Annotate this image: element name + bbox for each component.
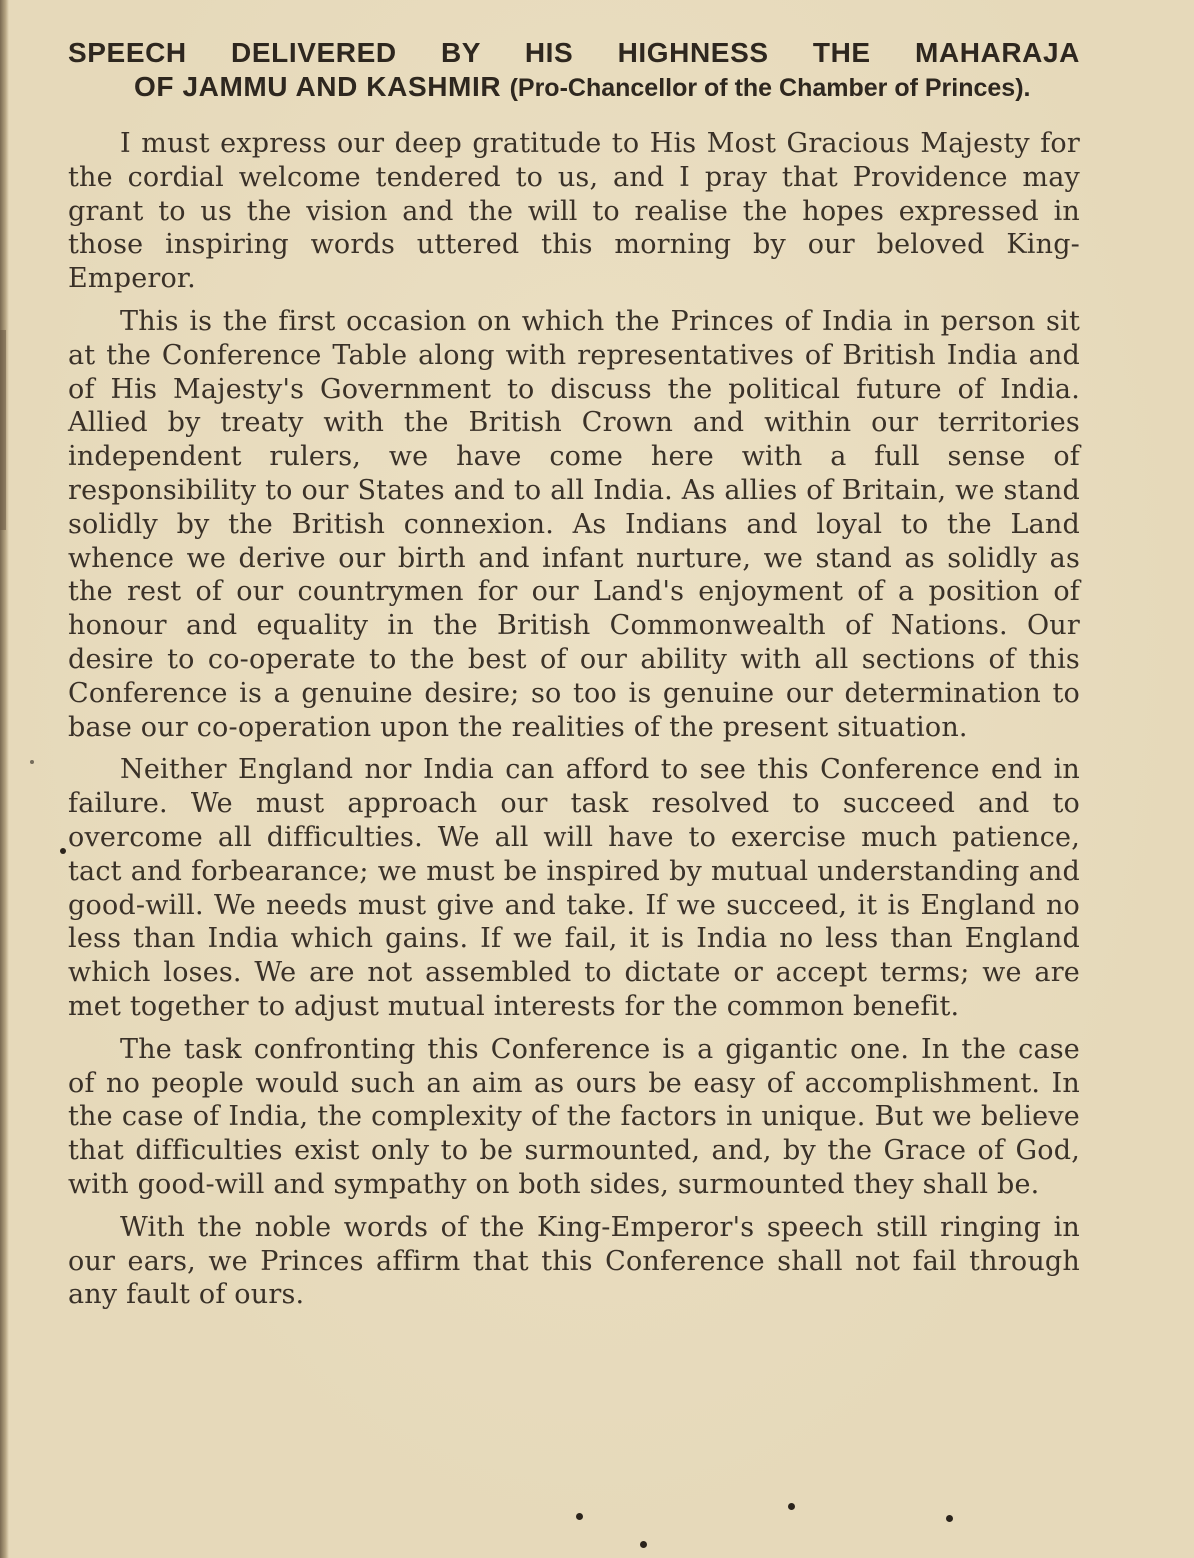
ornament-dot <box>576 1513 583 1520</box>
ornament-dot <box>946 1515 953 1522</box>
paragraph-closing: With the noble words of the King-Emperor's speech still ringing in our ears, we Princes affirm that this Conference shall not fail through any fault of ours. <box>68 1211 1080 1311</box>
paragraph-first-occasion: This is the first occasion on which the Princes of India in person sit at the Conference Table along with representatives of British India and of His Majesty's Government to discuss the political future of India. Allied by treaty with the British Crown and within our territories independent rulers, we have come here with a full sense of responsibility to our States and to all India. As allies of Britain, we stand solidly by the British connexion. As Indians and loyal to the Land whence we derive our birth and infant nurture, we stand as solidly as the rest of our countrymen for our Land's enjoyment of a position of honour and equality in the British Commonwealth of Nations. Our desire to co-operate to the best of our ability with all sections of this Conference is a genuine desire; so too is genuine our determination to base our co-operation upon the realities of the present situation. <box>68 305 1080 743</box>
binding-shadow <box>0 330 6 530</box>
heading-line-2 <box>68 70 1080 105</box>
paragraph-no-failure: Neither England nor India can afford to see this Conference end in failure. We must approach our task resolved to succeed and to overcome all difficulties. We all will have to exercise much patience, tact and forbearance; we must be inspired by mutual understanding and good-will. We needs must give and take. If we succeed, it is England no less than India which gains. If we fail, it is India no less than England which loses. We are not assembled to dictate or accept terms; we are met together to adjust mutual interests for the common benefit. <box>68 754 1080 1022</box>
paragraph-gigantic-task: The task confronting this Conference is a gigantic one. In the case of no people would such an aim as ours be easy of accomplishment. In the case of India, the complexity of the factors in unique. But we believe that difficulties exist only to be surmounted, and, by the Grace of God, with good-will and sympathy on both sides, surmounted they shall be. <box>68 1033 1080 1200</box>
paragraph-gratitude: I must express our deep gratitude to His Most Gracious Majesty for the cordial welcome tendered to us, and I pray that Providence may grant to us the vision and the will to realise the hopes expressed in those inspiring words uttered this morning by our beloved King-Emperor. <box>68 128 1080 295</box>
heading-subtitle: (Pro-Chancellor of the Chamber of Princes). <box>509 74 1031 102</box>
page-binding-edge <box>0 0 9 1558</box>
document-body <box>68 36 1080 1321</box>
ornament-dot <box>640 1541 647 1548</box>
heading-line-1: SPEECH DELIVERED BY HIS HIGHNESS THE MAHARAJA <box>68 37 1080 68</box>
heading-caps: OF JAMMU AND KASHMIR <box>134 71 502 102</box>
ornament-dot <box>60 848 66 854</box>
ornament-dot <box>788 1503 795 1510</box>
ornament-dot <box>30 760 34 764</box>
speech-heading <box>68 36 1080 105</box>
